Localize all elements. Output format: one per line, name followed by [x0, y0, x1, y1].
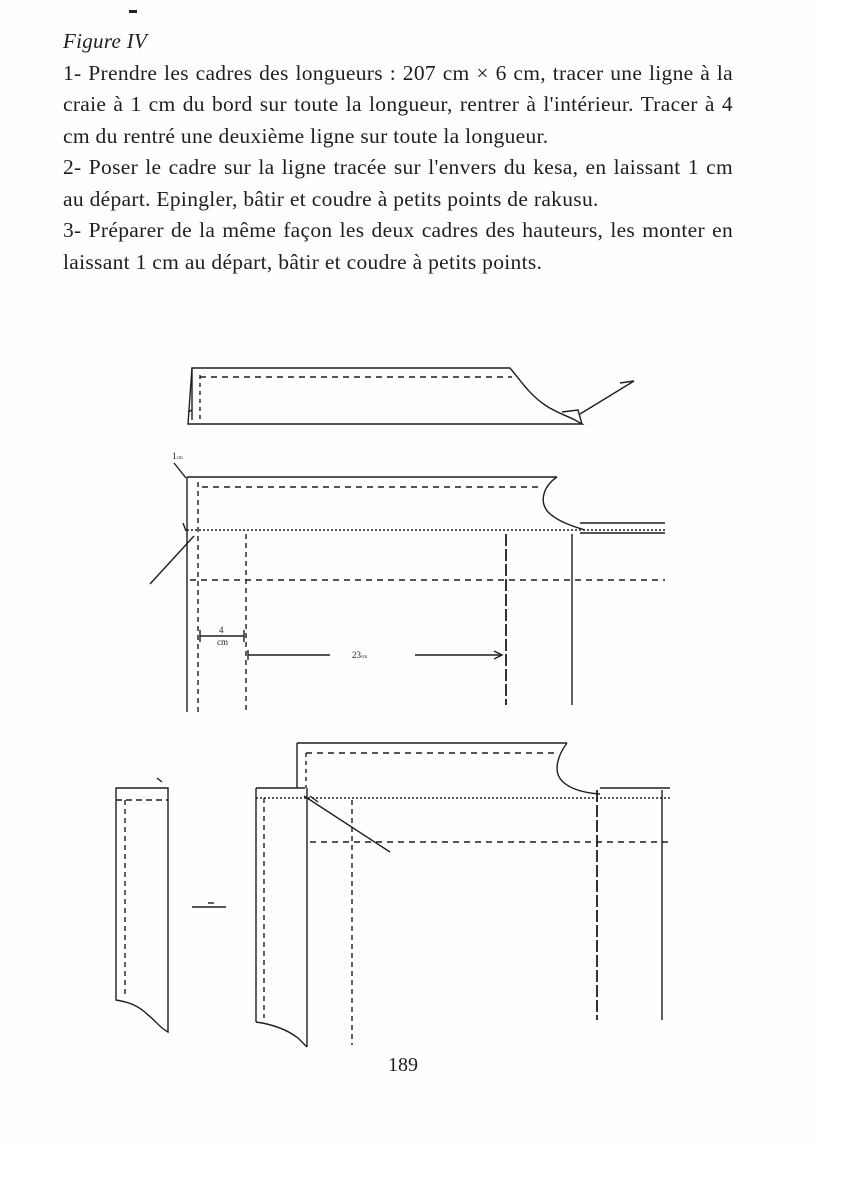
- edge-offset-label: [172, 451, 183, 461]
- panel-width-value: 23: [352, 650, 361, 660]
- edge-offset-value: 1: [172, 451, 177, 461]
- inner-width-unit: cm: [217, 637, 228, 647]
- height-frames-diagram: [116, 743, 670, 1047]
- frame-on-kesa-diagram: [150, 463, 665, 712]
- step-1-paragraph: 1- Prendre les cadres des longueurs : 207 cm × 6 cm, tracer une ligne à la craie à 1 cm du bord sur toute la longueur, rentrer à l'intérieur. Tracer à 4 cm du rentré une deuxième ligne sur toute la longueur.: [63, 60, 733, 148]
- figure-title: Figure IV: [63, 29, 148, 53]
- inner-width-label: 4: [219, 625, 224, 635]
- frame-strip-diagram: [188, 368, 634, 424]
- step-3-paragraph: 3- Préparer de la même façon les deux cadres des hauteurs, les monter en laissant 1 cm au départ, bâtir et coudre à petits points.: [63, 218, 733, 274]
- step-2-paragraph: 2- Poser le cadre sur la ligne tracée sur l'envers du kesa, en laissant 1 cm au départ. Epingler, bâtir et coudre à petits points de rakusu.: [63, 155, 733, 211]
- edge-offset-unit: cm: [176, 456, 183, 461]
- page-number: 189: [388, 1054, 418, 1076]
- panel-width-unit: cm: [361, 655, 368, 660]
- panel-width-label: [352, 650, 367, 660]
